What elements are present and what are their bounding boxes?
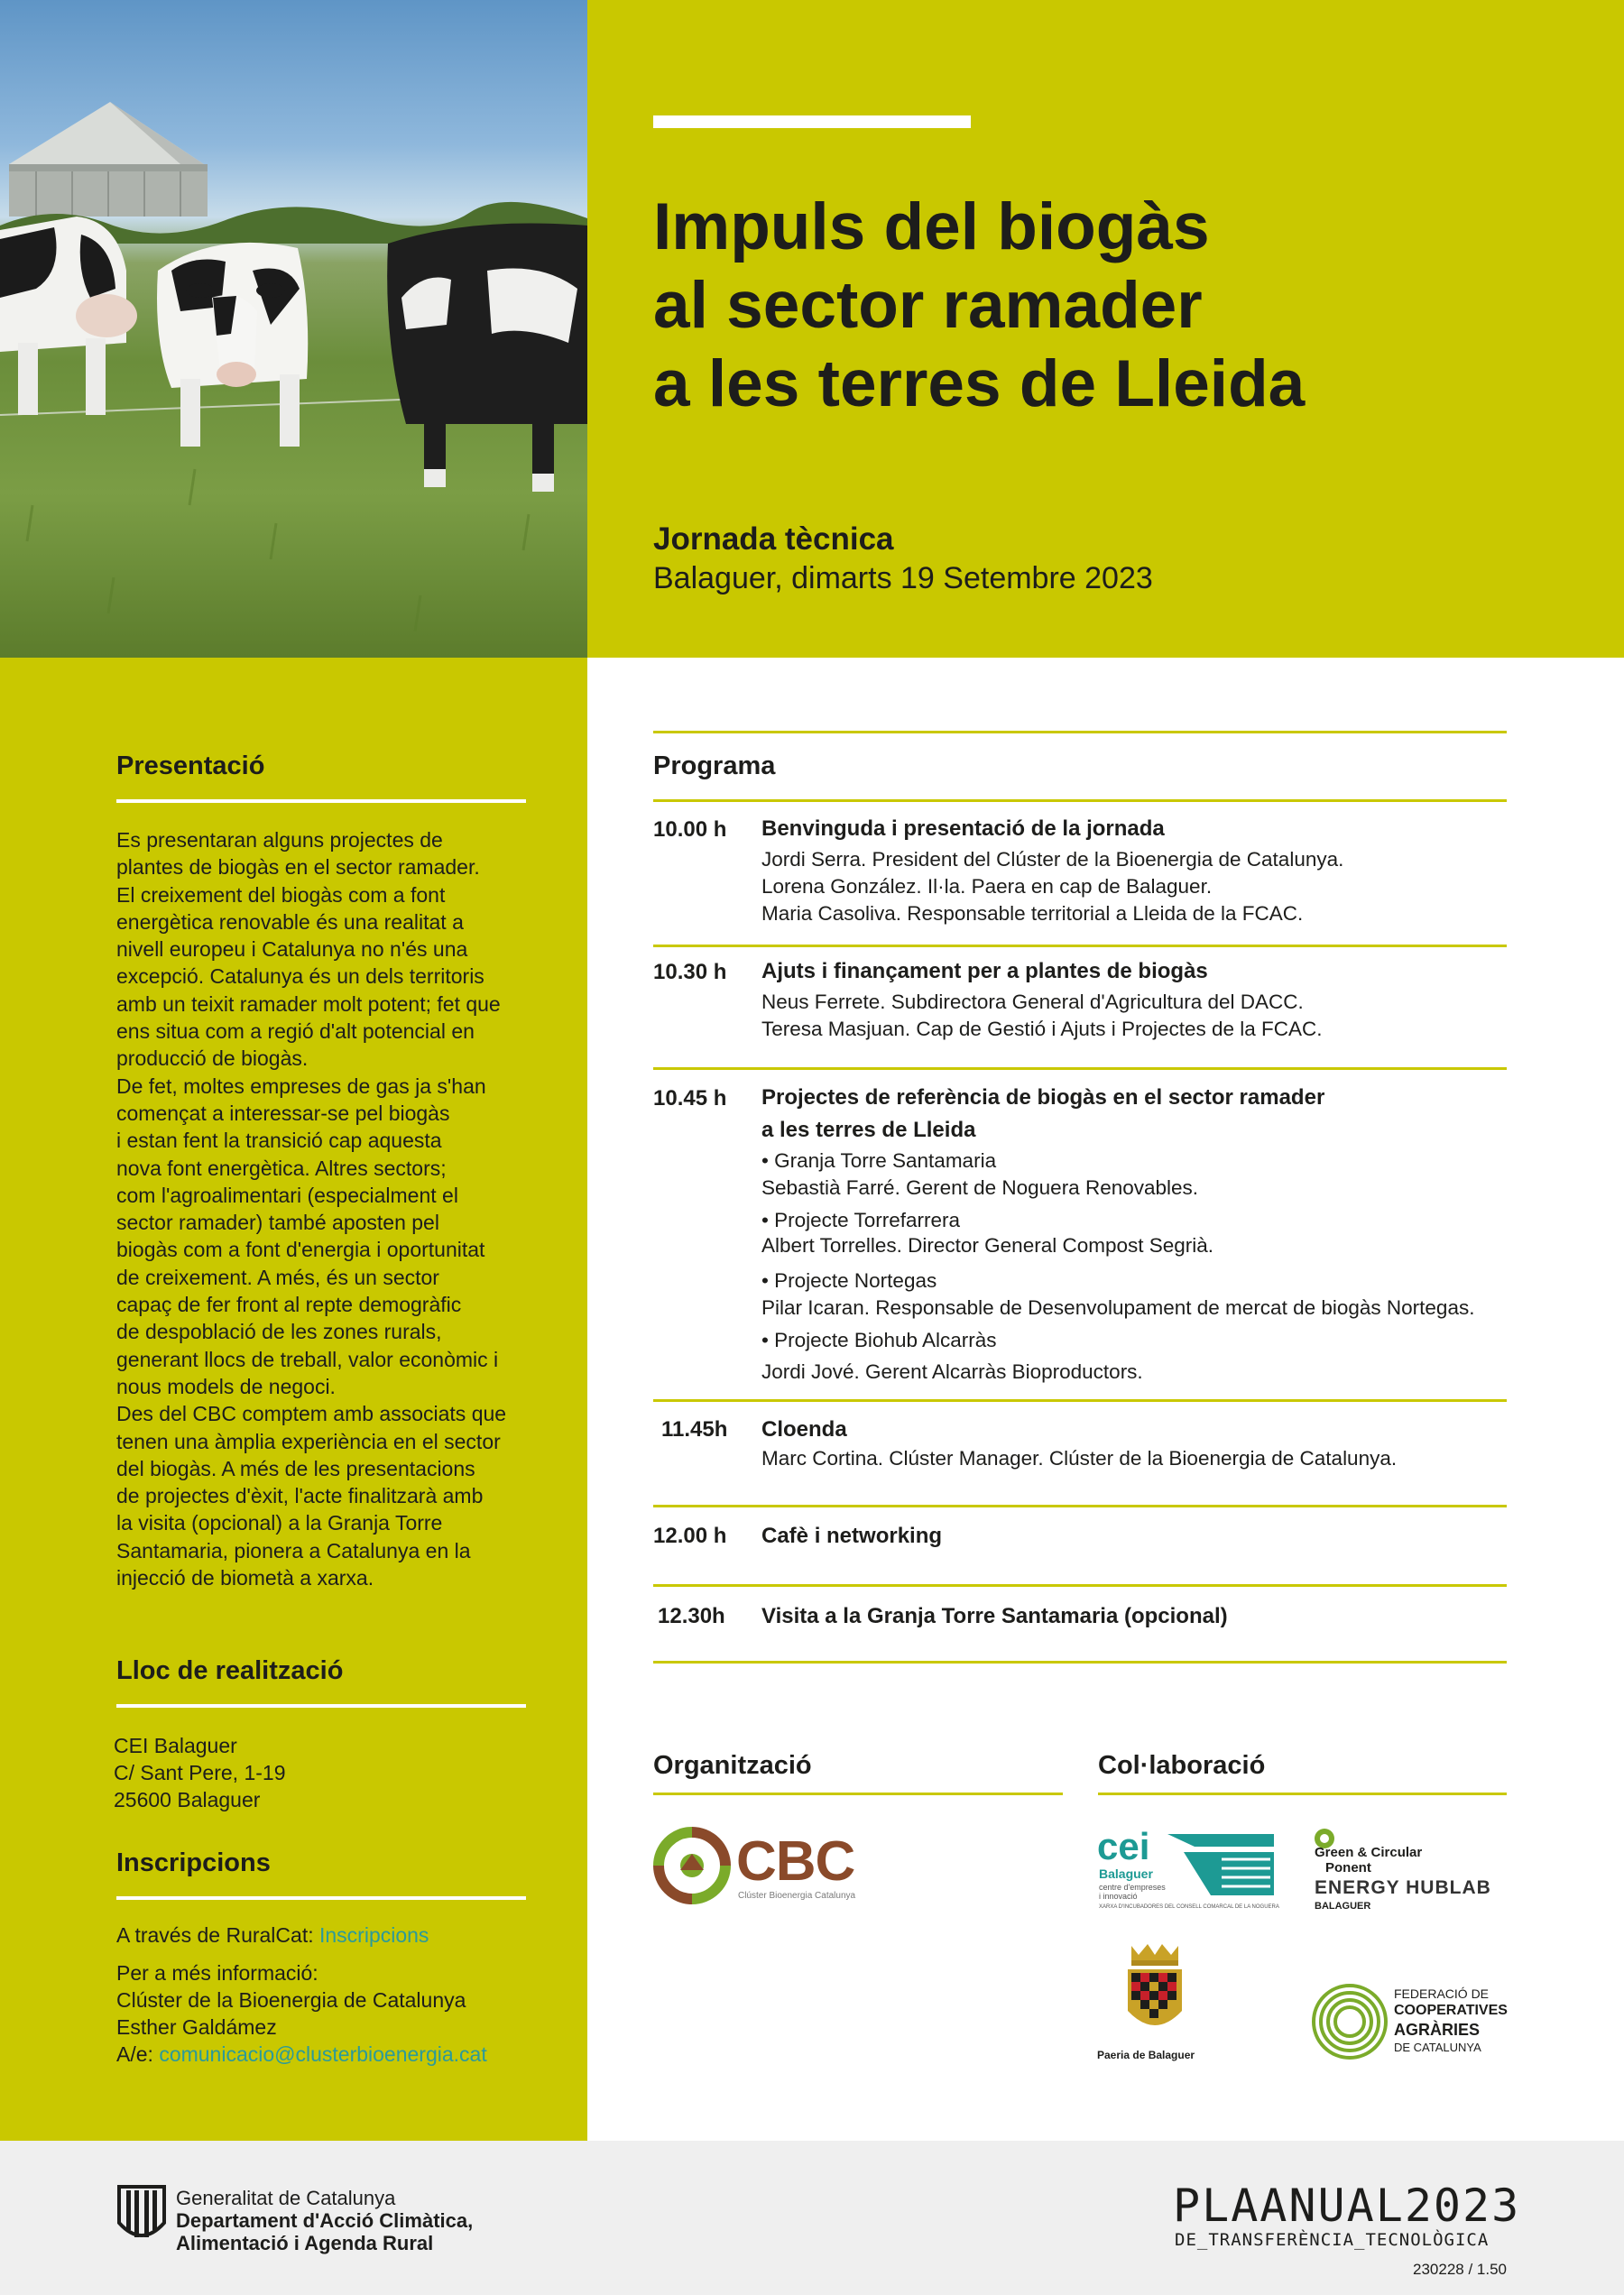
gov-department: Alimentació i Agenda Rural: [176, 2232, 434, 2254]
email-prefix: A/e:: [116, 2042, 160, 2066]
slot-divider: [653, 1584, 1507, 1587]
fcac-rings-icon: [1311, 1983, 1389, 2060]
cbc-caption: Clúster Bioenergia Catalunya: [738, 1891, 856, 1901]
hublab-line: Ponent: [1325, 1860, 1371, 1876]
slot-divider: [653, 1661, 1507, 1664]
project-item: • Projecte Torrefarrera: [761, 1209, 961, 1231]
collaboracio-heading: Col·laboració: [1098, 1751, 1266, 1780]
generalitat-emblem-icon: [115, 2183, 168, 2246]
coat-of-arms-icon: [1119, 1942, 1191, 2043]
project-item: • Granja Torre Santamaria: [761, 1149, 997, 1172]
programme-top-rule: [653, 731, 1507, 733]
programme-rule: [653, 799, 1507, 802]
slot-time: 10.45 h: [653, 1086, 727, 1111]
presentacio-paragraph: Es presentaran alguns projectes de plantes de biogàs en el sector ramader. El creixement del biogàs com a font energètica renovable és una realitat a nivell europeu i Catalunya no n'és una excepció. Catalunya és un dels territoris amb un teixit ramader molt potent; fet que ens situa com a regió d'alt potencial en producció de biogàs.: [116, 828, 501, 1071]
gov-department: Departament d'Acció Climàtica,: [176, 2209, 474, 2232]
programme-heading: Programa: [653, 751, 776, 780]
cows-biogas-illustration: [0, 0, 587, 658]
info-org-name: Clúster de la Bioenergia de Catalunya: [116, 1988, 466, 2012]
registration-prefix: A través de RuralCat:: [116, 1923, 319, 1947]
hublab-wordmark: ENERGY HUBLAB: [1315, 1877, 1491, 1898]
title-rule: [653, 115, 971, 128]
venue-line: 25600 Balaguer: [114, 1788, 261, 1811]
cei-caption: XARXA D'INCUBADORES DEL CONSELL COMARCAL DE LA NOGUERA: [1099, 1904, 1279, 1910]
main-title: [653, 188, 1592, 423]
slot-speaker: Neus Ferrete. Subdirectora General d'Agricultura del DACC.: [761, 991, 1304, 1013]
slot-speaker: Jordi Serra. President del Clúster de la Bioenergia de Catalunya.: [761, 848, 1344, 871]
email-line: [116, 2041, 487, 2068]
slot-time: 12.30h: [658, 1604, 725, 1628]
slot-speaker: Jordi Jové. Gerent Alcarràs Bioproductors.: [761, 1360, 1143, 1383]
slot-time: 12.00 h: [653, 1524, 727, 1548]
inscripcions-rule: [116, 1896, 526, 1900]
title-line-1: Impuls del biogàs: [653, 190, 1210, 263]
cbc-wordmark: CBC: [736, 1830, 855, 1893]
slot-speaker: Sebastià Farré. Gerent de Noguera Renovables.: [761, 1176, 1199, 1199]
slot-divider: [653, 1067, 1507, 1070]
venue-line: CEI Balaguer: [114, 1734, 237, 1757]
cei-tagline: i innovació: [1099, 1892, 1138, 1901]
paeria-logo: [1097, 1942, 1214, 2069]
slot-title: Projectes de referència de biogàs en el sector ramader: [761, 1085, 1325, 1110]
fcac-line: AGRÀRIES: [1394, 2021, 1481, 2039]
cei-location: Balaguer: [1099, 1866, 1153, 1881]
venue-address: [114, 1732, 286, 1813]
slot-speaker: Marc Cortina. Clúster Manager. Clúster de la Bioenergia de Catalunya.: [761, 1447, 1398, 1470]
cbc-logo: [653, 1827, 870, 1904]
plan-code: 230228 / 1.50: [1413, 2261, 1507, 2278]
slot-speaker: Teresa Masjuan. Cap de Gestió i Ajuts i Projectes de la FCAC.: [761, 1018, 1323, 1040]
event-subtitle: Jornada tècnica: [653, 521, 894, 557]
organitzacio-rule: [653, 1793, 1063, 1795]
plan-title: PLAANUAL2023: [1173, 2180, 1521, 2232]
collaboracio-rule: [1098, 1793, 1507, 1795]
fcac-line: DE CATALUNYA: [1394, 2041, 1481, 2054]
event-date: Balaguer, dimarts 19 Setembre 2023: [653, 561, 1153, 595]
slot-title: Cloenda: [761, 1417, 847, 1442]
slot-time: 10.30 h: [653, 960, 727, 984]
cei-tagline: centre d'empreses: [1099, 1883, 1166, 1892]
project-item: • Projecte Nortegas: [761, 1269, 937, 1292]
slot-divider: [653, 945, 1507, 947]
presentacio-rule: [116, 799, 526, 803]
info-label: Per a més informació:: [116, 1961, 318, 1985]
slot-divider: [653, 1505, 1507, 1507]
presentacio-paragraph: Des del CBC comptem amb associats que tenen una àmplia experiència en el sector del biogàs. A més de les presentacions de projectes d'èxit, l'acte finalitzarà amb la visita (opcional) a la Granja Torre Santamaria, pionera a Catalunya en la injecció de biometà a xarxa.: [116, 1402, 507, 1590]
plan-subtitle: DE_TRANSFERÈNCIA_TECNOLÒGICA: [1175, 2230, 1490, 2250]
email-link[interactable]: comunicacio@clusterbioenergia.cat: [159, 2042, 487, 2066]
slot-speaker: Pilar Icaran. Responsable de Desenvolupament de mercat de biogàs Nortegas.: [761, 1296, 1475, 1319]
inscripcions-heading: Inscripcions: [116, 1848, 271, 1877]
cei-logo: [1097, 1825, 1279, 1914]
lloc-heading: Lloc de realització: [116, 1656, 344, 1685]
slot-time: 11.45h: [661, 1417, 728, 1442]
title-line-2: al sector ramader: [653, 269, 1203, 342]
presentacio-paragraph: De fet, moltes empreses de gas ja s'han començat a interessar-se pel biogàs i estan fent la transició cap aquesta nova font energètica. Altres sectors; com l'agroalimentari (especialment el sector ramader) també aposten pel biogàs com a font d'energia i oportunitat de creixement. A més, és un sector capaç de fer front al repte demogràfic de despoblació de les zones rurals, generant llocs de treball, valor econòmic i nous models de negoci.: [116, 1074, 499, 1398]
slot-title: Cafè i networking: [761, 1524, 943, 1548]
generalitat-text: [176, 2187, 473, 2254]
slot-title: Visita a la Granja Torre Santamaria (opcional): [761, 1604, 1228, 1628]
slot-title: Benvinguda i presentació de la jornada: [761, 816, 1165, 841]
paeria-caption: Paeria de Balaguer: [1097, 2049, 1195, 2061]
fcac-logo: [1311, 1983, 1518, 2064]
fcac-line: FEDERACIÓ DE: [1394, 1986, 1490, 2001]
presentacio-heading: Presentació: [116, 751, 265, 780]
hero-photo: [0, 0, 587, 658]
presentacio-text: [116, 826, 549, 1591]
slot-speaker: Lorena González. Il·la. Paera en cap de Balaguer.: [761, 875, 1213, 898]
title-line-3: a les terres de Lleida: [653, 347, 1306, 420]
registration-link[interactable]: Inscripcions: [319, 1923, 429, 1947]
hublab-line: Green & Circular: [1315, 1845, 1423, 1860]
fcac-line: COOPERATIVES: [1394, 2003, 1508, 2018]
cei-building-icon: [1167, 1829, 1276, 1901]
hublab-location: BALAGUER: [1315, 1901, 1371, 1912]
slot-title: a les terres de Lleida: [761, 1118, 976, 1142]
organitzacio-heading: Organització: [653, 1751, 812, 1780]
slot-speaker: Albert Torrelles. Director General Compost Segrià.: [761, 1234, 1214, 1257]
slot-title: Ajuts i finançament per a plantes de biogàs: [761, 959, 1208, 983]
energy-hublab-logo: [1313, 1827, 1511, 1917]
registration-line: [116, 1922, 429, 1949]
cbc-symbol-icon: [653, 1827, 731, 1904]
lloc-rule: [116, 1704, 526, 1708]
cei-wordmark: cei: [1097, 1825, 1150, 1867]
project-item: • Projecte Biohub Alcarràs: [761, 1329, 997, 1351]
slot-speaker: Maria Casoliva. Responsable territorial a Lleida de la FCAC.: [761, 902, 1304, 925]
info-contact-name: Esther Galdámez: [116, 2015, 277, 2039]
slot-time: 10.00 h: [653, 817, 727, 842]
slot-divider: [653, 1399, 1507, 1402]
gov-name: Generalitat de Catalunya: [176, 2187, 396, 2209]
venue-line: C/ Sant Pere, 1-19: [114, 1761, 286, 1784]
